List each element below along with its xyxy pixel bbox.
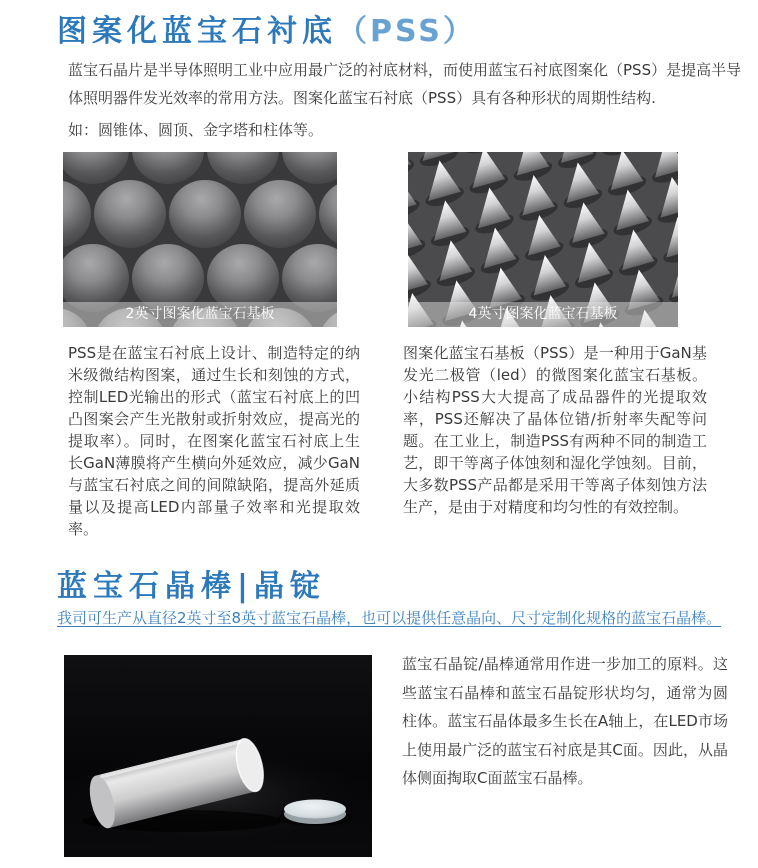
cone-array-image — [408, 152, 678, 327]
intro-paragraph-2: 如：圆锥体、圆顶、金字塔和柱体等。 — [68, 121, 324, 139]
figure-2inch-pss — [63, 152, 337, 327]
figure-caption-2inch: 2英寸图案化蓝宝石基板 — [63, 302, 337, 327]
figure-4inch-pss — [408, 152, 678, 327]
page-title — [57, 6, 476, 50]
crystal-rod-photo — [64, 655, 372, 857]
page-title-main: 图案化蓝宝石衬底 — [57, 14, 337, 49]
page-title-paren: （PSS） — [337, 14, 476, 49]
sem-dome-array-image — [63, 152, 337, 327]
ingot-capability-link[interactable]: 我司可生产从直径2英寸至8英寸蓝宝石晶棒，也可以提供任意晶向、尺寸定制化规格的蓝宝石晶棒。 — [57, 609, 722, 627]
intro-paragraph-1: 蓝宝石晶片是半导体照明工业中应用最广泛的衬底材料，而使用蓝宝石衬底图案化（PSS）是提高半导体照明器件发光效率的常用方法。图案化蓝宝石衬底（PSS）具有各种形状的周期性结构. — [68, 61, 742, 107]
pss-description-right: 图案化蓝宝石基板（PSS）是一种用于GaN基发光二极管（led）的微图案化蓝宝石基板。小结构PSS大大提高了成品器件的光提取效率，PSS还解决了晶体位错/折射率失配等问题。在工业上，制造PSS有两种不同的制造工艺，即干等离子体蚀刻和湿化学蚀刻。目前，大多数PSS产品都是采用干等离子体刻蚀方法生产，是由于对精度和均匀性的有效控制。 — [403, 344, 707, 516]
figure-caption-4inch: 4英寸图案化蓝宝石基板 — [408, 302, 678, 327]
pss-description-left: PSS是在蓝宝石衬底上设计、制造特定的纳米级微结构图案，通过生长和刻蚀的方式，控制LED光输出的形式（蓝宝石衬底上的凹凸图案会产生光散射或折射效应，提高光的提取率）。同时，在图案化蓝宝石衬底上生长GaN薄膜将产生横向外延效应，减少GaN与蓝宝石衬底之间的间隙缺陷，提高外延质量以及提高LED内部量子效率和光提取效率。 — [68, 344, 360, 538]
figure-sapphire-rod — [64, 655, 372, 857]
ingot-description: 蓝宝石晶锭/晶棒通常用作进一步加工的原料。这些蓝宝石晶棒和蓝宝石晶锭形状均匀，通常为圆柱体。蓝宝石晶体最多生长在A轴上，在LED市场上使用最广泛的蓝宝石衬底是其C面。因此，从晶体侧面掏取C面蓝宝石晶棒。 — [402, 655, 728, 787]
intro-text — [68, 56, 746, 144]
section-title-ingot: 蓝宝石晶棒|晶锭 — [57, 569, 326, 604]
